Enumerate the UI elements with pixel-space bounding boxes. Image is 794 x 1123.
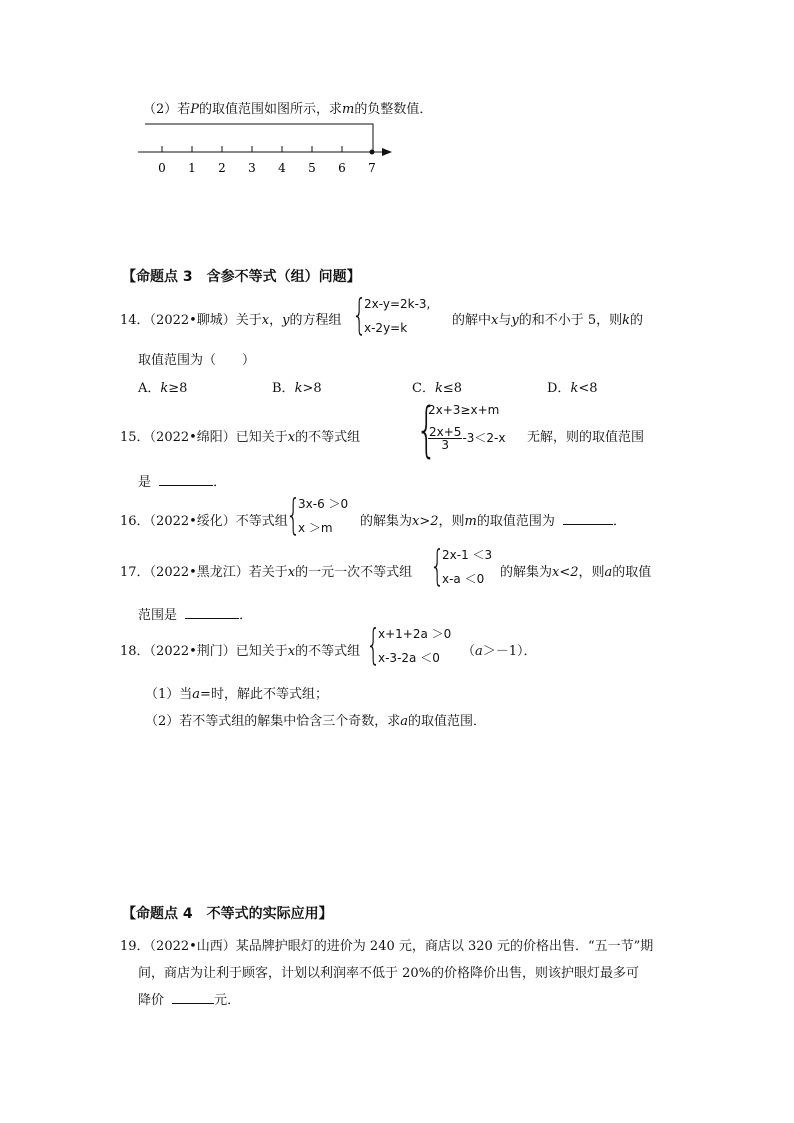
option-rel: ≤8 <box>442 381 463 396</box>
q17-after: 的解集为 <box>500 565 553 580</box>
q14-after3: 的和不小于 5，则 <box>518 313 623 328</box>
var-x: x <box>287 430 296 445</box>
var-y: y <box>511 313 519 328</box>
q14-eq2: x-2y=k <box>364 321 408 335</box>
var-a: a <box>604 565 613 580</box>
var-a: a <box>400 714 409 729</box>
q15-after: 无解，则的取值范围 <box>527 430 645 445</box>
answer-blank[interactable] <box>172 991 214 1004</box>
sep: ， <box>269 313 283 328</box>
var-k: k <box>434 381 443 396</box>
option-letter: A． <box>138 381 161 396</box>
var-x: x <box>261 313 270 328</box>
var-a: a <box>475 644 483 659</box>
q14-option-b[interactable] <box>272 377 322 396</box>
q18-mid: 的不等式组 <box>295 644 361 659</box>
var-x: x <box>287 565 296 580</box>
q17-mid: 的一元一次不等式组 <box>295 565 413 580</box>
q14-after4: 的 <box>630 313 644 328</box>
q17-eq1: 2x-1 ＜3 <box>442 548 493 562</box>
q16-solution: x>2 <box>412 514 439 529</box>
q13-part2-mid: 的取值范围如图所示，求 <box>199 102 343 117</box>
q17-solution: x<2 <box>552 565 579 580</box>
frac-den: 3 <box>441 438 450 452</box>
q18-eq2: x-3-2a ＜0 <box>378 651 440 665</box>
tick-label: 5 <box>308 161 316 175</box>
cond-rest: ＞－1）． <box>482 644 537 659</box>
q14-line1 <box>120 309 342 328</box>
var-a: a <box>192 687 201 702</box>
var-k: k <box>622 313 631 328</box>
q14-line2: 取值范围为（ ） <box>138 353 256 368</box>
var-k: k <box>294 381 303 396</box>
endpoint-dot <box>370 150 375 155</box>
q15-mid: 的不等式组 <box>295 430 361 445</box>
q18-eq1: x+1+2a ＞0 <box>378 627 452 641</box>
tick-label: 3 <box>248 161 256 175</box>
q17-line2: 范围是 ． <box>138 608 253 623</box>
q13-part2-label: （2）若 <box>143 102 191 117</box>
q16-after3: 的取值范围为 <box>476 514 555 529</box>
q17-line2-text: 范围是 <box>138 608 178 623</box>
q16-eq2: x ＞m <box>298 521 333 535</box>
q19-line3a: 降价 <box>138 993 165 1008</box>
q15-eq2-tail: -3＜2-x <box>462 431 506 445</box>
q18-condition <box>462 640 537 659</box>
answer-blank[interactable] <box>563 512 613 525</box>
q16-tail: 的解集为x>2，则m的取值范围为 ． <box>360 514 627 529</box>
tick-label: 6 <box>338 161 346 175</box>
option-letter: B． <box>272 381 295 396</box>
var-k: k <box>160 381 169 396</box>
q15-fraction <box>428 426 462 451</box>
frac-num: 2x+5 <box>429 425 462 439</box>
q16-after2: ，则 <box>438 514 465 529</box>
section3-title: 【命题点 3 含参不等式（组）问题】 <box>122 269 361 285</box>
q16-after: 的解集为 <box>360 514 413 529</box>
tick-label: 4 <box>278 161 286 175</box>
q14-brace: { <box>352 290 367 339</box>
q14-option-c[interactable] <box>412 377 462 396</box>
q14-mid: 的方程组 <box>289 313 342 328</box>
q18-brace: { <box>366 620 381 669</box>
q18-prefix: 18．（2022•荆门）已知关于 <box>120 644 288 659</box>
q14-after2: 与 <box>498 313 512 328</box>
q15-prefix: 15．（2022•绵阳）已知关于 <box>120 430 288 445</box>
q13-part2 <box>143 98 432 117</box>
q17-tail <box>500 561 651 580</box>
var-m: m <box>464 514 477 529</box>
q17-after2: ，则 <box>578 565 605 580</box>
q14-option-a[interactable] <box>138 377 187 396</box>
q18-part2-b: 的取值范围． <box>408 714 487 729</box>
var-x: x <box>287 644 296 659</box>
q16-eq1: 3x-6 ＞0 <box>298 497 349 511</box>
option-rel: ≥8 <box>168 381 188 396</box>
q18-part2-a: （2）若不等式组的解集中恰含三个奇数，求 <box>145 714 401 729</box>
option-rel: >8 <box>302 381 322 396</box>
tick-label: 1 <box>188 161 196 175</box>
q15-eq1: 2x+3≥x+m <box>428 403 500 417</box>
var-k: k <box>570 381 579 396</box>
q16-brace: { <box>286 490 301 539</box>
q14-after1: 的解中 <box>452 313 492 328</box>
section4-title: 【命题点 4 不等式的实际应用】 <box>122 906 333 922</box>
tick-label: 7 <box>368 161 376 175</box>
q17-brace: { <box>430 541 445 590</box>
q14-eq1: 2x-y=2k-3, <box>364 297 431 311</box>
cond-open: （ <box>462 644 476 659</box>
option-letter: C． <box>412 381 435 396</box>
q13-part2-tail: 的负整数值． <box>354 102 433 117</box>
tick-label: 0 <box>158 161 166 175</box>
q18-part1-b: =时，解此不等式组； <box>200 687 328 702</box>
var-x: x <box>491 313 499 328</box>
answer-blank[interactable] <box>159 473 213 486</box>
q19-line3b: 元． <box>214 993 241 1008</box>
q15-line1 <box>120 426 360 445</box>
range-bracket <box>145 124 373 152</box>
q17-prefix: 17．（2022•黑龙江）若关于 <box>120 565 288 580</box>
q19-line2: 间，商店为让利于顾客，计划以利润率不低于 20%的价格降价出售，则该护眼灯最多可 <box>138 966 640 981</box>
q15-eq2 <box>428 426 505 451</box>
q17-prefix-line <box>120 561 412 580</box>
q18-part2 <box>145 710 486 729</box>
q14-option-d[interactable] <box>547 377 598 396</box>
q19-line3 <box>138 989 240 1008</box>
var-P: P <box>190 102 200 117</box>
q17-after3: 的取值 <box>612 565 652 580</box>
option-letter: D． <box>547 381 571 396</box>
q14-line1-tail <box>452 309 643 328</box>
q16-prefix: 16．（2022•绥化）不等式组 <box>120 514 288 529</box>
tick-label: 2 <box>218 161 226 175</box>
q19-line1: 19．（2022•山西）某品牌护眼灯的进价为 240 元，商店以 320 元的价格出售．“五一节”期 <box>120 939 654 954</box>
q15-brace: { <box>416 395 438 465</box>
axis-arrow <box>382 148 392 156</box>
var-y: y <box>282 313 290 328</box>
q18-part1-a: （1）当 <box>145 687 193 702</box>
var-m: m <box>342 102 355 117</box>
answer-blank[interactable] <box>185 606 239 619</box>
tick-marks <box>158 146 376 175</box>
q17-eq2: x-a ＜0 <box>442 572 485 586</box>
option-rel: <8 <box>578 381 598 396</box>
number-line <box>130 118 410 188</box>
q15-line2: 是 ． <box>138 475 227 490</box>
q14-prefix: 14．（2022•聊城）关于 <box>120 313 262 328</box>
q15-line2-text: 是 <box>138 475 152 490</box>
q18-part1 <box>145 683 328 702</box>
q18-prefix-line <box>120 640 360 659</box>
